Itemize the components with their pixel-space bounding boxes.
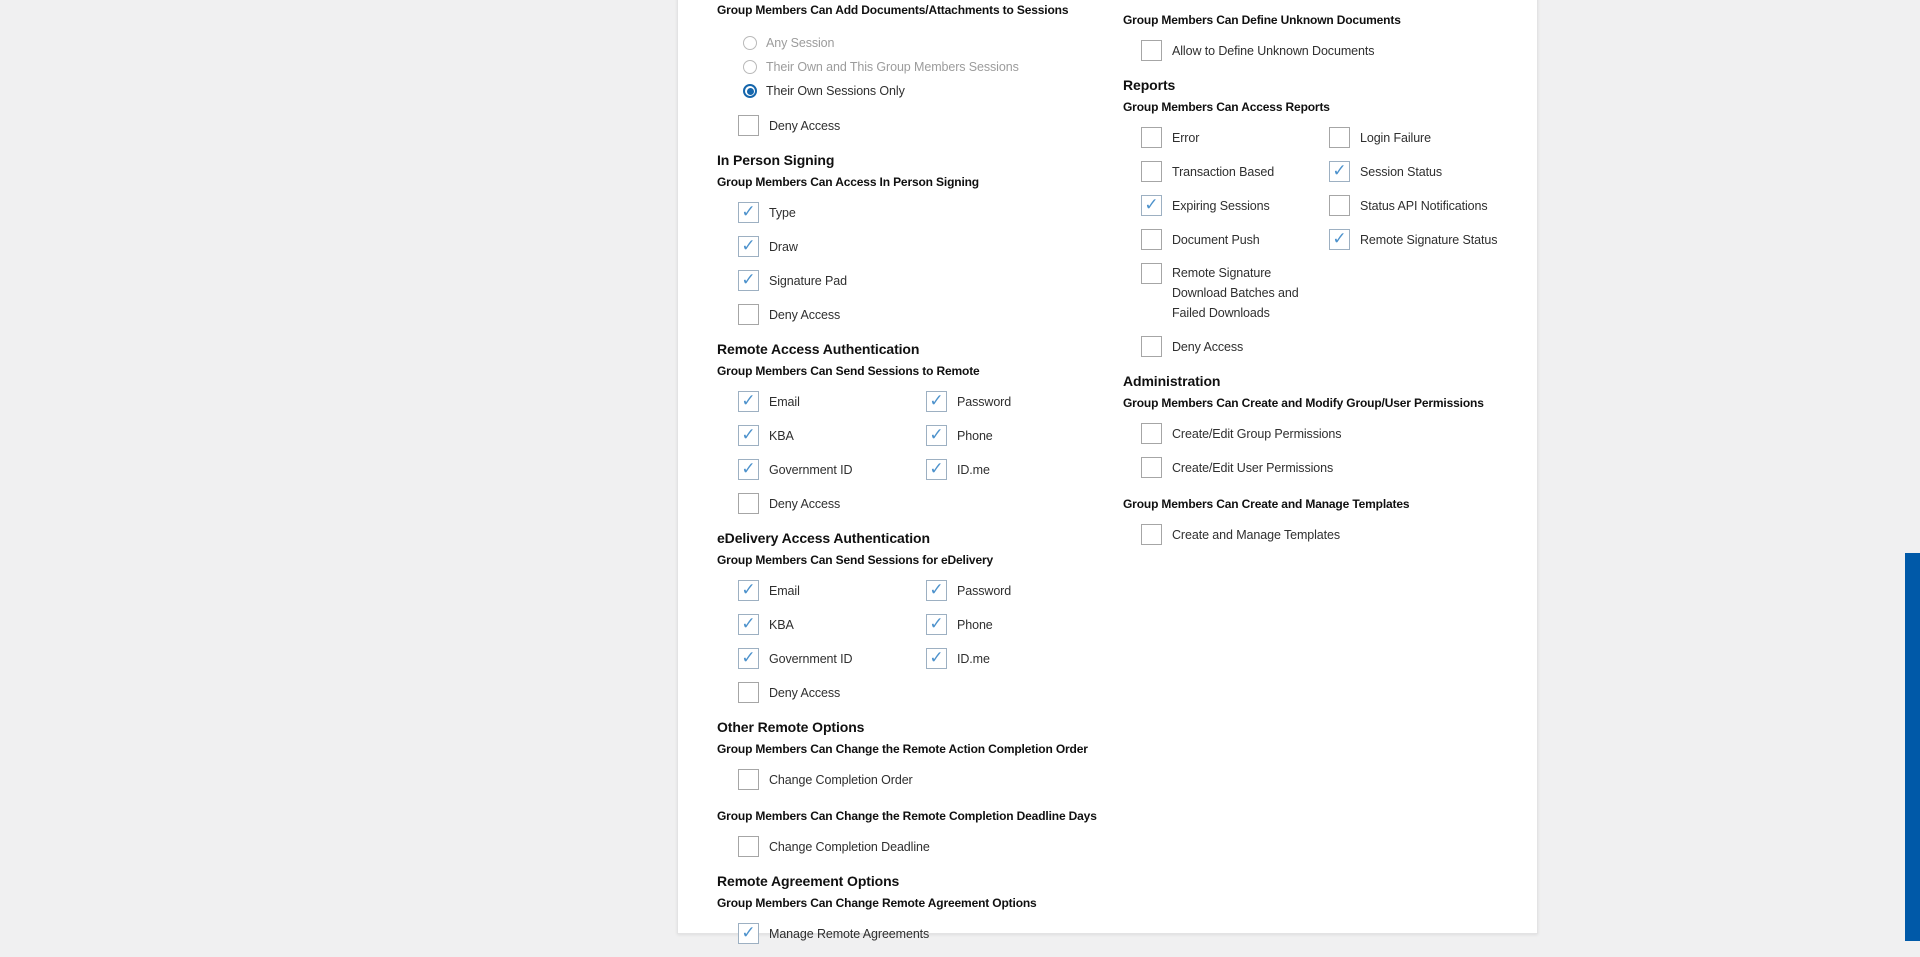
kba-checkbox[interactable] bbox=[738, 614, 759, 635]
checkbox-row bbox=[738, 236, 847, 257]
group-heading-group-members-can-change-remote-agreement-option: Group Members Can Change Remote Agreement Options bbox=[717, 896, 1037, 910]
government-id-checkbox[interactable] bbox=[738, 459, 759, 480]
checkbox-row bbox=[738, 769, 913, 790]
create-edit-group-permissions-checkbox[interactable] bbox=[1141, 423, 1162, 444]
checkbox-row bbox=[738, 459, 1011, 480]
checkbox-row bbox=[738, 115, 840, 136]
status-api-notifications-checkbox[interactable] bbox=[1329, 195, 1350, 216]
signature-pad-label[interactable]: Signature Pad bbox=[769, 273, 847, 288]
checkmark-icon: ✓ bbox=[741, 648, 756, 667]
checkbox-cell-change-completion-deadline bbox=[738, 836, 930, 857]
checkbox-cell-deny-access bbox=[738, 493, 840, 514]
id-me-checkbox[interactable] bbox=[926, 459, 947, 480]
government-id-label[interactable]: Government ID bbox=[769, 651, 853, 666]
create-and-manage-templates-label[interactable]: Create and Manage Templates bbox=[1172, 527, 1341, 542]
section-title-in-person-signing: In Person Signing bbox=[717, 152, 835, 168]
expiring-sessions-label[interactable]: Expiring Sessions bbox=[1172, 198, 1270, 213]
password-checkbox[interactable] bbox=[926, 391, 947, 412]
checkbox-cell-create-edit-group-permissions bbox=[1141, 423, 1341, 444]
checkmark-icon: ✓ bbox=[741, 425, 756, 444]
error-label[interactable]: Error bbox=[1172, 130, 1200, 145]
checkbox-cell-deny-access bbox=[1141, 336, 1243, 357]
remote-signature-status-checkbox[interactable] bbox=[1329, 229, 1350, 250]
checkmark-icon: ✓ bbox=[929, 648, 944, 667]
deny-access-checkbox[interactable] bbox=[738, 304, 759, 325]
checkbox-cell-password bbox=[926, 391, 1011, 412]
checkmark-icon: ✓ bbox=[1144, 195, 1159, 214]
checkbox-row bbox=[1141, 229, 1497, 250]
checkbox-group bbox=[717, 836, 930, 857]
checkbox-row bbox=[738, 202, 847, 223]
checkmark-icon: ✓ bbox=[929, 459, 944, 478]
change-completion-deadline-label[interactable]: Change Completion Deadline bbox=[769, 839, 930, 854]
group-heading-group-members-can-send-sessions-to-remote: Group Members Can Send Sessions to Remote bbox=[717, 364, 980, 378]
checkmark-icon: ✓ bbox=[741, 614, 756, 633]
permissions-panel bbox=[677, 0, 1538, 942]
manage-remote-agreements-label[interactable]: Manage Remote Agreements bbox=[769, 926, 930, 941]
login-failure-label[interactable]: Login Failure bbox=[1360, 130, 1431, 145]
checkbox-row bbox=[1141, 336, 1497, 357]
remote-signature-status-label[interactable]: Remote Signature Status bbox=[1360, 232, 1498, 247]
transaction-based-checkbox[interactable] bbox=[1141, 161, 1162, 182]
draw-checkbox[interactable] bbox=[738, 236, 759, 257]
create-edit-group-permissions-label[interactable]: Create/Edit Group Permissions bbox=[1172, 426, 1342, 441]
checkbox-row bbox=[1141, 40, 1374, 61]
checkbox-group bbox=[717, 115, 840, 136]
checkbox-cell-password bbox=[926, 580, 1011, 601]
checkbox-row bbox=[1141, 127, 1497, 148]
password-label[interactable]: Password bbox=[957, 394, 1012, 409]
checkbox-row bbox=[1141, 263, 1497, 323]
session-status-label[interactable]: Session Status bbox=[1360, 164, 1442, 179]
checkbox-group bbox=[1123, 127, 1497, 357]
checkbox-cell-signature-pad bbox=[738, 270, 847, 291]
checkmark-icon: ✓ bbox=[929, 391, 944, 410]
id-me-label[interactable]: ID.me bbox=[957, 651, 990, 666]
deny-access-label[interactable]: Deny Access bbox=[769, 496, 841, 511]
their-own-sessions-only-radio[interactable] bbox=[743, 84, 757, 98]
group-heading-group-members-can-define-unknown-documents: Group Members Can Define Unknown Documents bbox=[1123, 13, 1401, 27]
radio-row-their-own-and-this-group-members-sessions bbox=[743, 57, 1019, 77]
checkbox-row bbox=[1141, 195, 1497, 216]
email-checkbox[interactable] bbox=[738, 391, 759, 412]
section-title-administration: Administration bbox=[1123, 373, 1221, 389]
checkbox-cell-deny-access bbox=[738, 682, 840, 703]
checkmark-icon: ✓ bbox=[1332, 161, 1347, 180]
document-push-label[interactable]: Document Push bbox=[1172, 232, 1260, 247]
checkbox-row bbox=[738, 270, 847, 291]
phone-label[interactable]: Phone bbox=[957, 617, 993, 632]
change-completion-order-checkbox[interactable] bbox=[738, 769, 759, 790]
checkbox-group bbox=[1123, 524, 1340, 545]
expiring-sessions-checkbox[interactable] bbox=[1141, 195, 1162, 216]
radio-dot bbox=[747, 88, 754, 95]
change-completion-deadline-checkbox[interactable] bbox=[738, 836, 759, 857]
section-title-remote-access-authentication: Remote Access Authentication bbox=[717, 341, 920, 357]
section-title-edelivery-access-authentication: eDelivery Access Authentication bbox=[717, 530, 930, 546]
checkbox-group bbox=[717, 580, 1011, 703]
allow-to-define-unknown-documents-checkbox[interactable] bbox=[1141, 40, 1162, 61]
scrollbar-thumb[interactable] bbox=[1905, 553, 1920, 941]
permissions-column-left bbox=[717, 1, 1117, 957]
checkbox-cell-status-api-notifications bbox=[1329, 195, 1488, 216]
checkmark-icon: ✓ bbox=[929, 614, 944, 633]
checkbox-row bbox=[738, 648, 1011, 669]
group-heading-group-members-can-access-reports: Group Members Can Access Reports bbox=[1123, 100, 1330, 114]
section-title-remote-agreement-options: Remote Agreement Options bbox=[717, 873, 900, 889]
checkmark-icon: ✓ bbox=[741, 580, 756, 599]
checkmark-icon: ✓ bbox=[929, 580, 944, 599]
document-push-checkbox[interactable] bbox=[1141, 229, 1162, 250]
checkbox-cell-email bbox=[738, 580, 926, 601]
their-own-sessions-only-label[interactable]: Their Own Sessions Only bbox=[766, 84, 905, 98]
checkbox-cell-id-me bbox=[926, 459, 990, 480]
radio-row-any-session bbox=[743, 33, 1019, 53]
deny-access-checkbox[interactable] bbox=[738, 682, 759, 703]
checkbox-cell-remote-signature-download-batches-and-failed-downloads bbox=[1141, 263, 1324, 323]
create-and-manage-templates-checkbox[interactable] bbox=[1141, 524, 1162, 545]
email-label[interactable]: Email bbox=[769, 394, 800, 409]
checkbox-row bbox=[738, 682, 1011, 703]
checkbox-row bbox=[738, 493, 1011, 514]
deny-access-checkbox[interactable] bbox=[738, 493, 759, 514]
checkmark-icon: ✓ bbox=[741, 270, 756, 289]
group-heading-group-members-can-create-and-manage-templates: Group Members Can Create and Manage Templates bbox=[1123, 497, 1410, 511]
checkbox-cell-government-id bbox=[738, 459, 926, 480]
government-id-checkbox[interactable] bbox=[738, 648, 759, 669]
kba-label[interactable]: KBA bbox=[769, 428, 794, 443]
login-failure-checkbox[interactable] bbox=[1329, 127, 1350, 148]
create-edit-user-permissions-label[interactable]: Create/Edit User Permissions bbox=[1172, 460, 1334, 475]
checkbox-cell-deny-access bbox=[738, 115, 840, 136]
checkmark-icon: ✓ bbox=[741, 459, 756, 478]
type-checkbox[interactable] bbox=[738, 202, 759, 223]
checkbox-cell-phone bbox=[926, 614, 993, 635]
password-checkbox[interactable] bbox=[926, 580, 947, 601]
any-session-label[interactable]: Any Session bbox=[766, 36, 835, 50]
checkbox-row bbox=[1141, 423, 1341, 444]
checkbox-group bbox=[1123, 40, 1374, 61]
error-checkbox[interactable] bbox=[1141, 127, 1162, 148]
checkbox-cell-create-edit-user-permissions bbox=[1141, 457, 1333, 478]
checkbox-cell-phone bbox=[926, 425, 993, 446]
checkbox-cell-kba bbox=[738, 425, 926, 446]
checkbox-cell-remote-signature-status bbox=[1329, 229, 1497, 250]
remote-signature-download-batches-and-failed-downloads-checkbox[interactable] bbox=[1141, 263, 1162, 284]
deny-access-checkbox[interactable] bbox=[738, 115, 759, 136]
checkbox-row bbox=[738, 425, 1011, 446]
group-heading-group-members-can-access-in-person-signing: Group Members Can Access In Person Signing bbox=[717, 175, 979, 189]
deny-access-label[interactable]: Deny Access bbox=[769, 307, 841, 322]
kba-checkbox[interactable] bbox=[738, 425, 759, 446]
their-own-and-this-group-members-sessions-radio[interactable] bbox=[743, 60, 757, 74]
deny-access-label[interactable]: Deny Access bbox=[769, 685, 841, 700]
checkbox-cell-deny-access bbox=[738, 304, 840, 325]
checkbox-group bbox=[717, 202, 847, 325]
checkmark-icon: ✓ bbox=[741, 236, 756, 255]
checkbox-group bbox=[717, 769, 913, 790]
phone-checkbox[interactable] bbox=[926, 614, 947, 635]
group-heading-group-members-can-change-the-remote-completion-d: Group Members Can Change the Remote Completion Deadline Days bbox=[717, 809, 1097, 823]
email-label[interactable]: Email bbox=[769, 583, 800, 598]
remote-signature-download-batches-and-failed-downloads-label[interactable]: Remote Signature Download Batches and Failed Downloads bbox=[1172, 266, 1299, 320]
checkbox-cell-change-completion-order bbox=[738, 769, 913, 790]
permissions-column-right bbox=[1123, 1, 1538, 558]
group-heading-group-members-can-change-the-remote-action-compl: Group Members Can Change the Remote Action Completion Order bbox=[717, 742, 1088, 756]
checkbox-row bbox=[738, 614, 1011, 635]
checkbox-cell-id-me bbox=[926, 648, 990, 669]
deny-access-label[interactable]: Deny Access bbox=[769, 118, 841, 133]
deny-access-checkbox[interactable] bbox=[1141, 336, 1162, 357]
checkbox-cell-create-and-manage-templates bbox=[1141, 524, 1340, 545]
checkmark-icon: ✓ bbox=[741, 391, 756, 410]
checkmark-icon: ✓ bbox=[741, 202, 756, 221]
checkbox-cell-error bbox=[1141, 127, 1329, 148]
signature-pad-checkbox[interactable] bbox=[738, 270, 759, 291]
radio-group bbox=[717, 33, 1019, 105]
id-me-checkbox[interactable] bbox=[926, 648, 947, 669]
phone-checkbox[interactable] bbox=[926, 425, 947, 446]
checkbox-row bbox=[738, 580, 1011, 601]
checkbox-cell-government-id bbox=[738, 648, 926, 669]
email-checkbox[interactable] bbox=[738, 580, 759, 601]
checkmark-icon: ✓ bbox=[741, 923, 756, 942]
checkbox-row bbox=[738, 391, 1011, 412]
transaction-based-label[interactable]: Transaction Based bbox=[1172, 164, 1275, 179]
checkbox-cell-login-failure bbox=[1329, 127, 1431, 148]
session-status-checkbox[interactable] bbox=[1329, 161, 1350, 182]
password-label[interactable]: Password bbox=[957, 583, 1012, 598]
any-session-radio[interactable] bbox=[743, 36, 757, 50]
checkbox-cell-allow-to-define-unknown-documents bbox=[1141, 40, 1374, 61]
group-heading-group-members-can-create-and-modify-group-user-p: Group Members Can Create and Modify Group/User Permissions bbox=[1123, 396, 1484, 410]
deny-access-label[interactable]: Deny Access bbox=[1172, 339, 1244, 354]
id-me-label[interactable]: ID.me bbox=[957, 462, 990, 477]
checkbox-cell-type bbox=[738, 202, 796, 223]
allow-to-define-unknown-documents-label[interactable]: Allow to Define Unknown Documents bbox=[1172, 43, 1375, 58]
checkbox-cell-kba bbox=[738, 614, 926, 635]
phone-label[interactable]: Phone bbox=[957, 428, 993, 443]
checkbox-cell-transaction-based bbox=[1141, 161, 1329, 182]
section-title-reports: Reports bbox=[1123, 77, 1176, 93]
kba-label[interactable]: KBA bbox=[769, 617, 794, 632]
radio-row-their-own-sessions-only bbox=[743, 81, 1019, 101]
checkbox-row bbox=[1141, 161, 1497, 182]
checkbox-cell-draw bbox=[738, 236, 798, 257]
government-id-label[interactable]: Government ID bbox=[769, 462, 853, 477]
checkbox-cell-document-push bbox=[1141, 229, 1329, 250]
checkbox-row bbox=[738, 836, 930, 857]
checkbox-row bbox=[738, 304, 847, 325]
section-title-other-remote-options: Other Remote Options bbox=[717, 719, 865, 735]
checkbox-group bbox=[717, 391, 1011, 514]
checkbox-cell-session-status bbox=[1329, 161, 1442, 182]
checkbox-cell-email bbox=[738, 391, 926, 412]
create-edit-user-permissions-checkbox[interactable] bbox=[1141, 457, 1162, 478]
status-api-notifications-label[interactable]: Status API Notifications bbox=[1360, 198, 1488, 213]
checkbox-row bbox=[1141, 457, 1341, 478]
change-completion-order-label[interactable]: Change Completion Order bbox=[769, 772, 913, 787]
their-own-and-this-group-members-sessions-label[interactable]: Their Own and This Group Members Sessions bbox=[766, 60, 1019, 74]
group-heading-group-members-can-send-sessions-for-edelivery: Group Members Can Send Sessions for eDelivery bbox=[717, 553, 994, 567]
checkbox-group bbox=[1123, 423, 1341, 478]
type-label[interactable]: Type bbox=[769, 205, 796, 220]
checkmark-icon: ✓ bbox=[1332, 229, 1347, 248]
checkbox-row bbox=[1141, 524, 1340, 545]
group-heading-group-members-can-add-documents-attachments-to-s: Group Members Can Add Documents/Attachments to Sessions bbox=[717, 3, 1069, 17]
checkbox-cell-expiring-sessions bbox=[1141, 195, 1329, 216]
draw-label[interactable]: Draw bbox=[769, 239, 798, 254]
checkmark-icon: ✓ bbox=[929, 425, 944, 444]
